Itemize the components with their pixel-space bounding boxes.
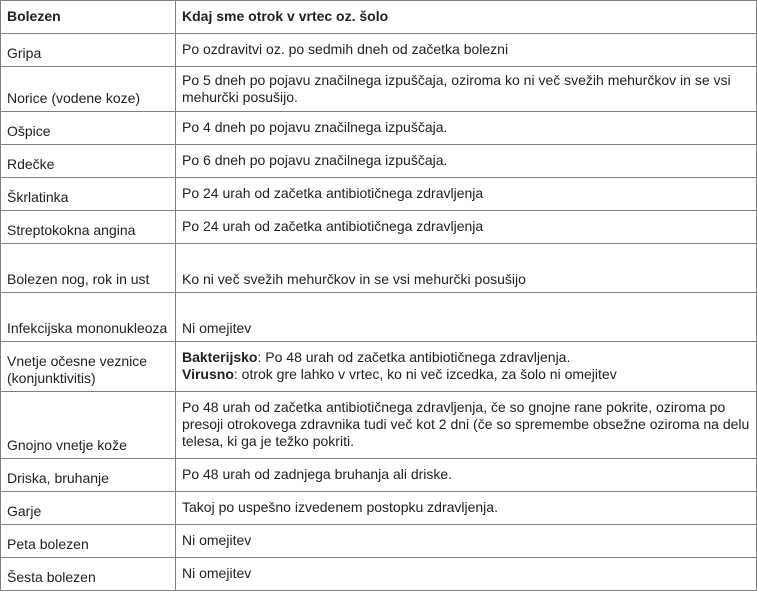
return-cell: Po 6 dneh po pojavu značilnega izpuščaja. (176, 145, 757, 178)
header-row (1, 1, 757, 34)
return-cell: Po 24 urah od začetka antibiotičnega zdravljenja (176, 211, 757, 244)
table-row (1, 211, 757, 244)
table-row (1, 342, 757, 392)
table-row (1, 525, 757, 558)
return-cell (176, 342, 757, 392)
bacterial-label: Bakterijsko (182, 349, 258, 365)
viral-text: : otrok gre lahko v vrtec, ko ni več izcedka, za šolo ni omejitev (233, 366, 617, 382)
table-row (1, 558, 757, 591)
disease-cell: Streptokokna angina (1, 211, 176, 244)
table-row (1, 293, 757, 342)
disease-cell: Šesta bolezen (1, 558, 176, 591)
disease-cell: Gripa (1, 34, 176, 67)
return-cell: Ni omejitev (176, 293, 757, 342)
return-cell: Ni omejitev (176, 525, 757, 558)
return-cell: Po ozdravitvi oz. po sedmih dneh od začetka bolezni (176, 34, 757, 67)
return-cell: Po 4 dneh po pojavu značilnega izpuščaja. (176, 112, 757, 145)
table-row (1, 67, 757, 112)
header-disease: Bolezen (1, 1, 176, 34)
disease-cell: Bolezen nog, rok in ust (1, 244, 176, 293)
return-cell: Takoj po uspešno izvedenem postopku zdravljenja. (176, 492, 757, 525)
return-cell: Ko ni več svežih mehurčkov in se vsi mehurčki posušijo (176, 244, 757, 293)
viral-label: Virusno (182, 366, 234, 382)
return-cell: Po 48 urah od začetka antibiotičnega zdravljenja, če so gnojne rane pokrite, oziroma po presoji otrokovega zdravnika tudi več kot 2 dni (če so spremembe obsežne oziroma na delu telesa, ki ga je težko pokriti. (176, 392, 757, 459)
disease-cell: Vnetje očesne veznice (konjunktivitis) (1, 342, 176, 392)
disease-cell: Garje (1, 492, 176, 525)
disease-cell: Peta bolezen (1, 525, 176, 558)
disease-cell: Rdečke (1, 145, 176, 178)
disease-cell: Ošpice (1, 112, 176, 145)
table-row (1, 392, 757, 459)
return-cell: Po 24 urah od začetka antibiotičnega zdravljenja (176, 178, 757, 211)
table-row (1, 145, 757, 178)
disease-cell: Norice (vodene koze) (1, 67, 176, 112)
bacterial-text: : Po 48 urah od začetka antibiotičnega zdravljenja. (257, 349, 571, 365)
disease-cell: Gnojno vnetje kože (1, 392, 176, 459)
return-cell: Po 5 dneh po pojavu značilnega izpuščaja, oziroma ko ni več svežih mehurčkov in se vsi mehurčki posušijo. (176, 67, 757, 112)
return-cell: Ni omejitev (176, 558, 757, 591)
header-return: Kdaj sme otrok v vrtec oz. šolo (176, 1, 757, 34)
table-row (1, 244, 757, 293)
disease-cell: Škrlatinka (1, 178, 176, 211)
disease-cell: Driska, bruhanje (1, 459, 176, 492)
table-row (1, 492, 757, 525)
table-row (1, 178, 757, 211)
table-row (1, 112, 757, 145)
disease-cell: Infekcijska mononukleoza (1, 293, 176, 342)
table-row (1, 459, 757, 492)
table-row (1, 34, 757, 67)
return-cell: Po 48 urah od zadnjega bruhanja ali driske. (176, 459, 757, 492)
